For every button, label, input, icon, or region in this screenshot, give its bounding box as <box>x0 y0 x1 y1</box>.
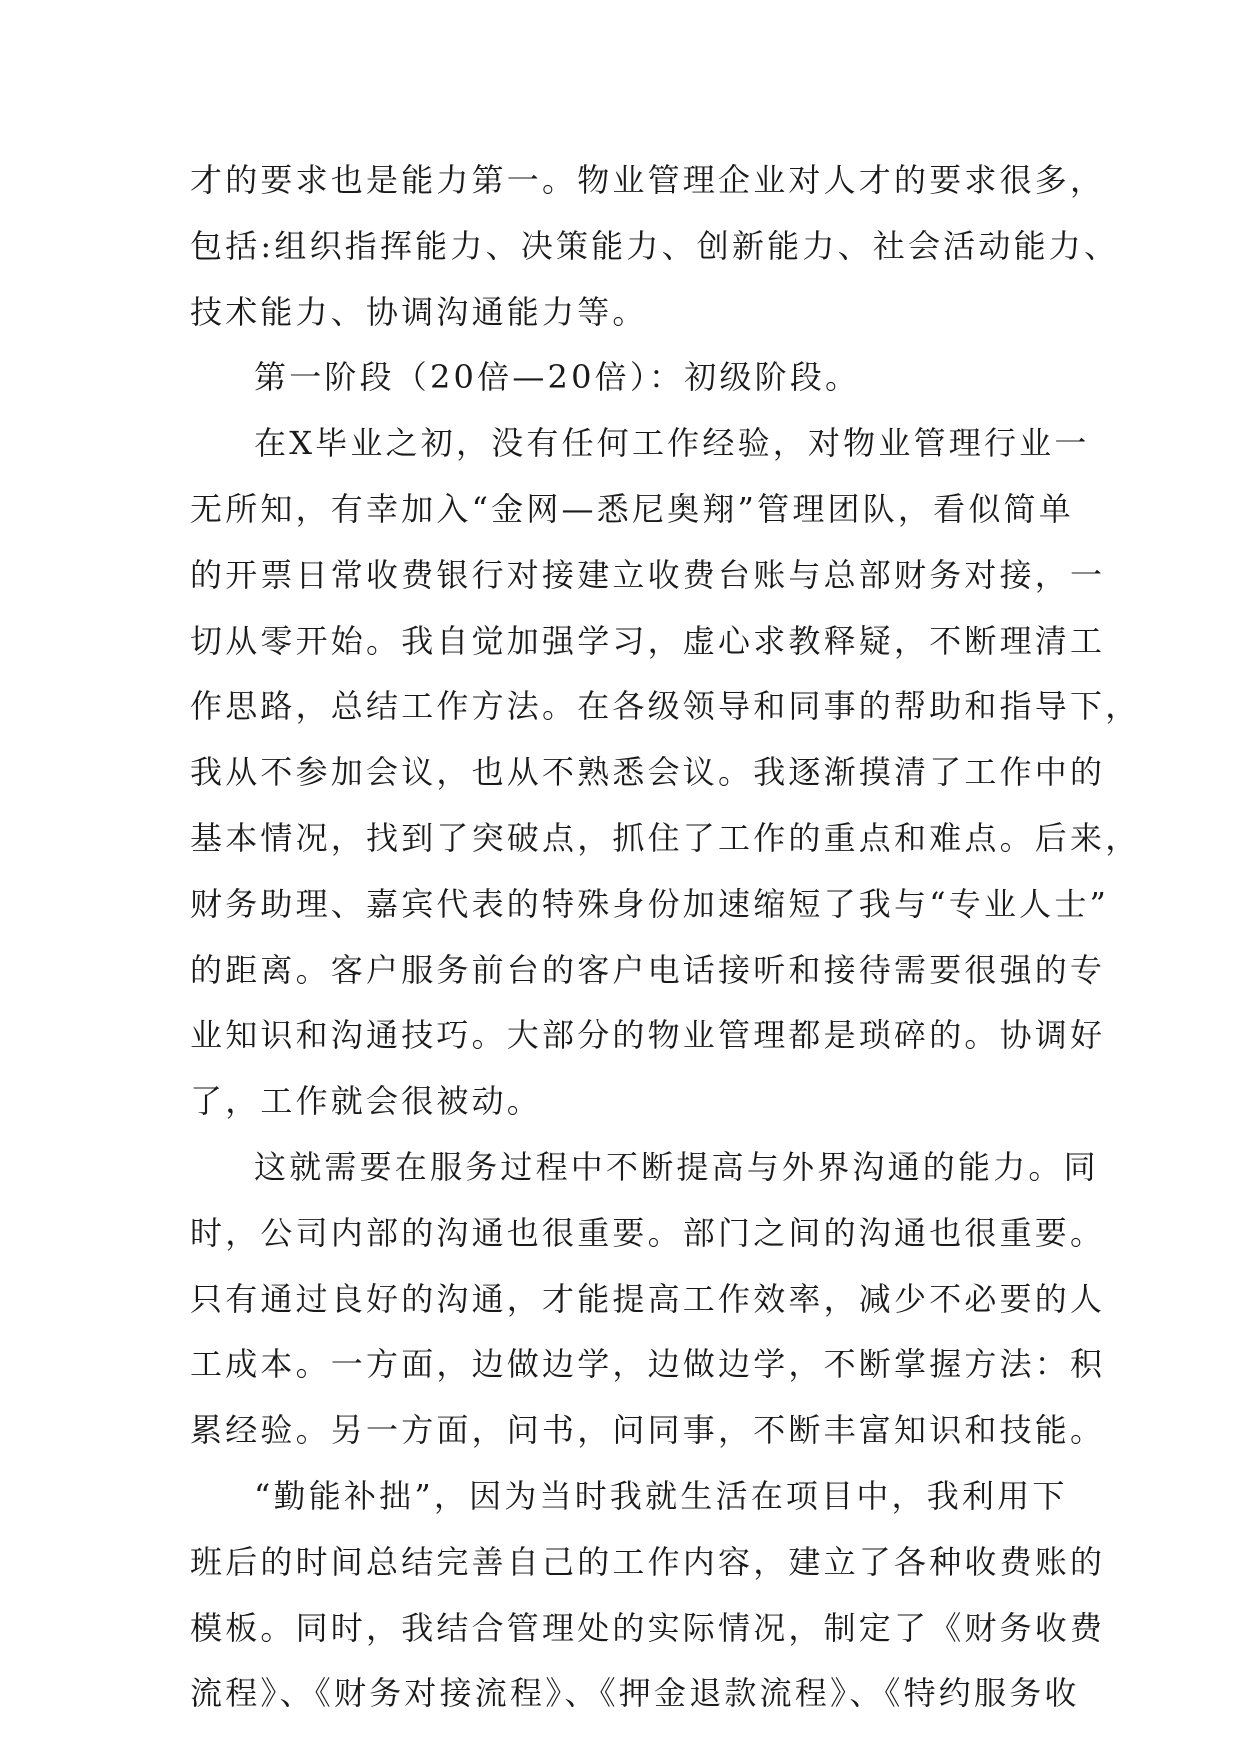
body-text <box>190 148 1141 1727</box>
text-line: 工成本。一方面，边做边学，边做边学，不断掌握方法：积 <box>190 1345 1106 1384</box>
text-line: 业知识和沟通技巧。大部分的物业管理都是琐碎的。协调好 <box>190 1016 1106 1055</box>
text-line: 基本情况，找到了突破点，抓住了工作的重点和难点。后来， <box>190 818 1141 857</box>
text-line: 班后的时间总结完善自己的工作内容，建立了各种收费账的 <box>190 1542 1106 1581</box>
text-line: 累经验。另一方面，问书，问同事，不断丰富知识和技能。 <box>190 1411 1106 1450</box>
text-line: 时，公司内部的沟通也很重要。部门之间的沟通也很重要。 <box>190 1213 1106 1252</box>
text-line: 在X毕业之初，没有任何工作经验，对物业管理行业一 <box>254 424 1090 463</box>
text-line: “勤能补拙”，因为当时我就生活在项目中，我利用下 <box>254 1476 1068 1515</box>
text-line: 的开票日常收费银行对接建立收费台账与总部财务对接，一 <box>190 555 1106 594</box>
text-line: 了，工作就会很被动。 <box>190 1082 543 1121</box>
text-line: 我从不参加会议，也从不熟悉会议。我逐渐摸清了工作中的 <box>190 753 1106 792</box>
text-line: 这就需要在服务过程中不断提高与外界沟通的能力。同 <box>254 1147 1099 1186</box>
text-line: 切从零开始。我自觉加强学习，虚心求教释疑，不断理清工 <box>190 621 1106 660</box>
text-line: 只有通过良好的沟通，才能提高工作效率，减少不必要的人 <box>190 1279 1106 1318</box>
text-line: 无所知，有幸加入“金网—悉尼奥翔”管理团队，看似简单 <box>190 489 1074 528</box>
text-line: 第一阶段（20倍—20倍）：初级阶段。 <box>254 358 861 397</box>
text-line: 的距离。客户服务前台的客户电话接听和接待需要很强的专 <box>190 950 1106 989</box>
text-line: 包括:组织指挥能力、决策能力、创新能力、社会活动能力、 <box>190 226 1120 265</box>
text-line: 技术能力、协调沟通能力等。 <box>190 292 648 331</box>
text-line: 作思路，总结工作方法。在各级领导和同事的帮助和指导下， <box>190 687 1141 726</box>
text-line: 流程》、《财务对接流程》、《押金退款流程》、《特约服务收 <box>190 1674 1080 1713</box>
text-line: 财务助理、嘉宾代表的特殊身份加速缩短了我与“专业人士” <box>190 884 1110 923</box>
text-line: 模板。同时，我结合管理处的实际情况，制定了《财务收费 <box>190 1608 1106 1647</box>
text-line: 才的要求也是能力第一。物业管理企业对人才的要求很多， <box>190 161 1106 199</box>
